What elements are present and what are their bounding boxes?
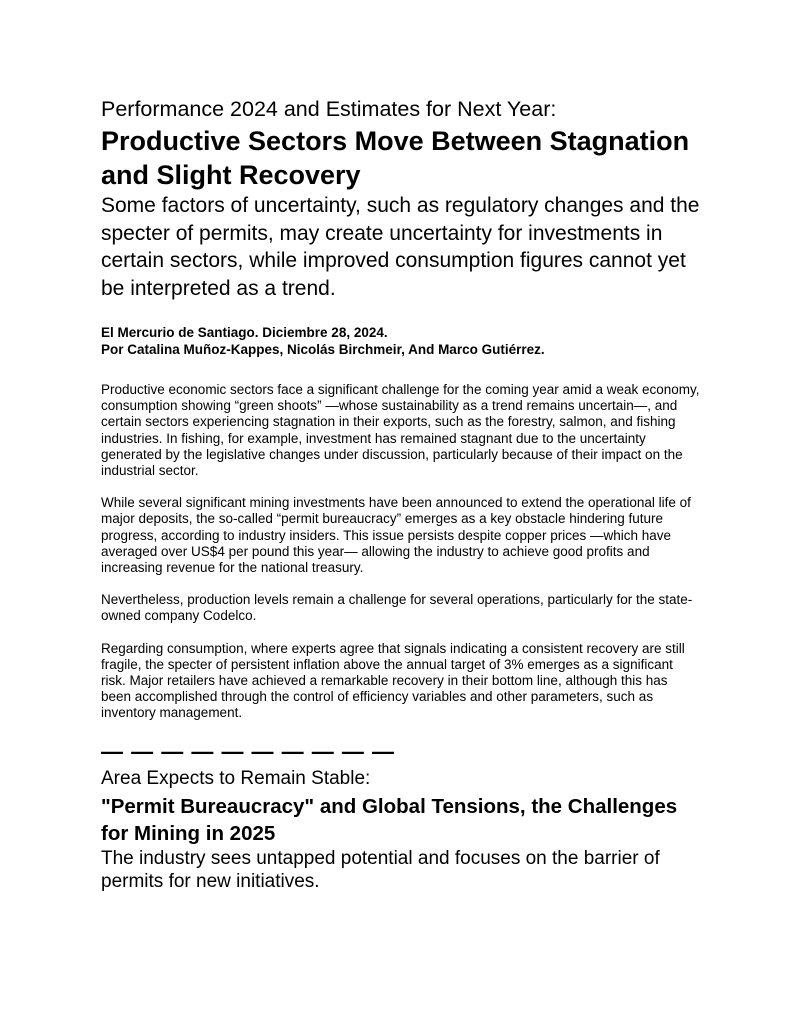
article-mining-2025: [101, 767, 701, 893]
body-paragraph: Nevertheless, production levels remain a challenge for several operations, particularly for the state-owned company Codelco.: [101, 592, 693, 624]
article-headline: Productive Sectors Move Between Stagnation and Slight Recovery: [101, 126, 690, 190]
body-paragraph: Regarding consumption, where experts agree that signals indicating a consistent recovery are still fragile, the specter of persistent inflation above the annual target of 3% emerges as a significant risk. Major retailers have achieved a remarkable recovery in their bottom line, although this has been accomplished through the control of efficiency variables and other parameters, such as inventory management.: [101, 640, 685, 721]
byline: [101, 324, 701, 358]
document-page: [101, 96, 701, 893]
body-paragraph: Productive economic sectors face a significant challenge for the coming year amid a weak economy, consumption showing “green shoots” —whose sustainability as a trend remains uncertain—, and certain sectors experiencing stagnation in their exports, such as the forestry, salmon, and fishing industries. In fishing, for example, investment has remained stagnant due to the uncertainty generated by the legislative changes under discussion, particularly because of their impact on the industrial sector.: [101, 382, 700, 479]
section-divider: — — — — — — — — — —: [101, 738, 396, 764]
article2-kicker: Area Expects to Remain Stable:: [101, 767, 371, 789]
article-kicker: Performance 2024 and Estimates for Next Year:: [101, 97, 557, 121]
authors-line: Por Catalina Muñoz-Kappes, Nicolás Birchmeir, And Marco Gutiérrez.: [101, 342, 545, 357]
article-deck: Some factors of uncertainty, such as regulatory changes and the specter of permits, may create uncertainty for investments in certain sectors, while improved consumption figures cannot yet be interpreted as a trend.: [101, 194, 700, 300]
article2-headline: "Permit Bureaucracy" and Global Tensions, the Challenges for Mining in 2025: [101, 794, 678, 845]
body-paragraph: While several significant mining investments have been announced to extend the operational life of major deposits, the so-called “permit bureaucracy” emerges as a key obstacle hindering future progress, according to industry insiders. This issue persists despite copper prices —which have averaged over US$4 per pound this year— allowing the industry to achieve good profits and increasing revenue for the national treasury.: [101, 495, 691, 576]
article-performance-2024: [101, 96, 701, 722]
article-body: [101, 382, 701, 722]
source-line: El Mercurio de Santiago. Diciembre 28, 2024.: [101, 325, 388, 340]
article2-deck: The industry sees untapped potential and focuses on the barrier of permits for new initiatives.: [101, 847, 660, 892]
